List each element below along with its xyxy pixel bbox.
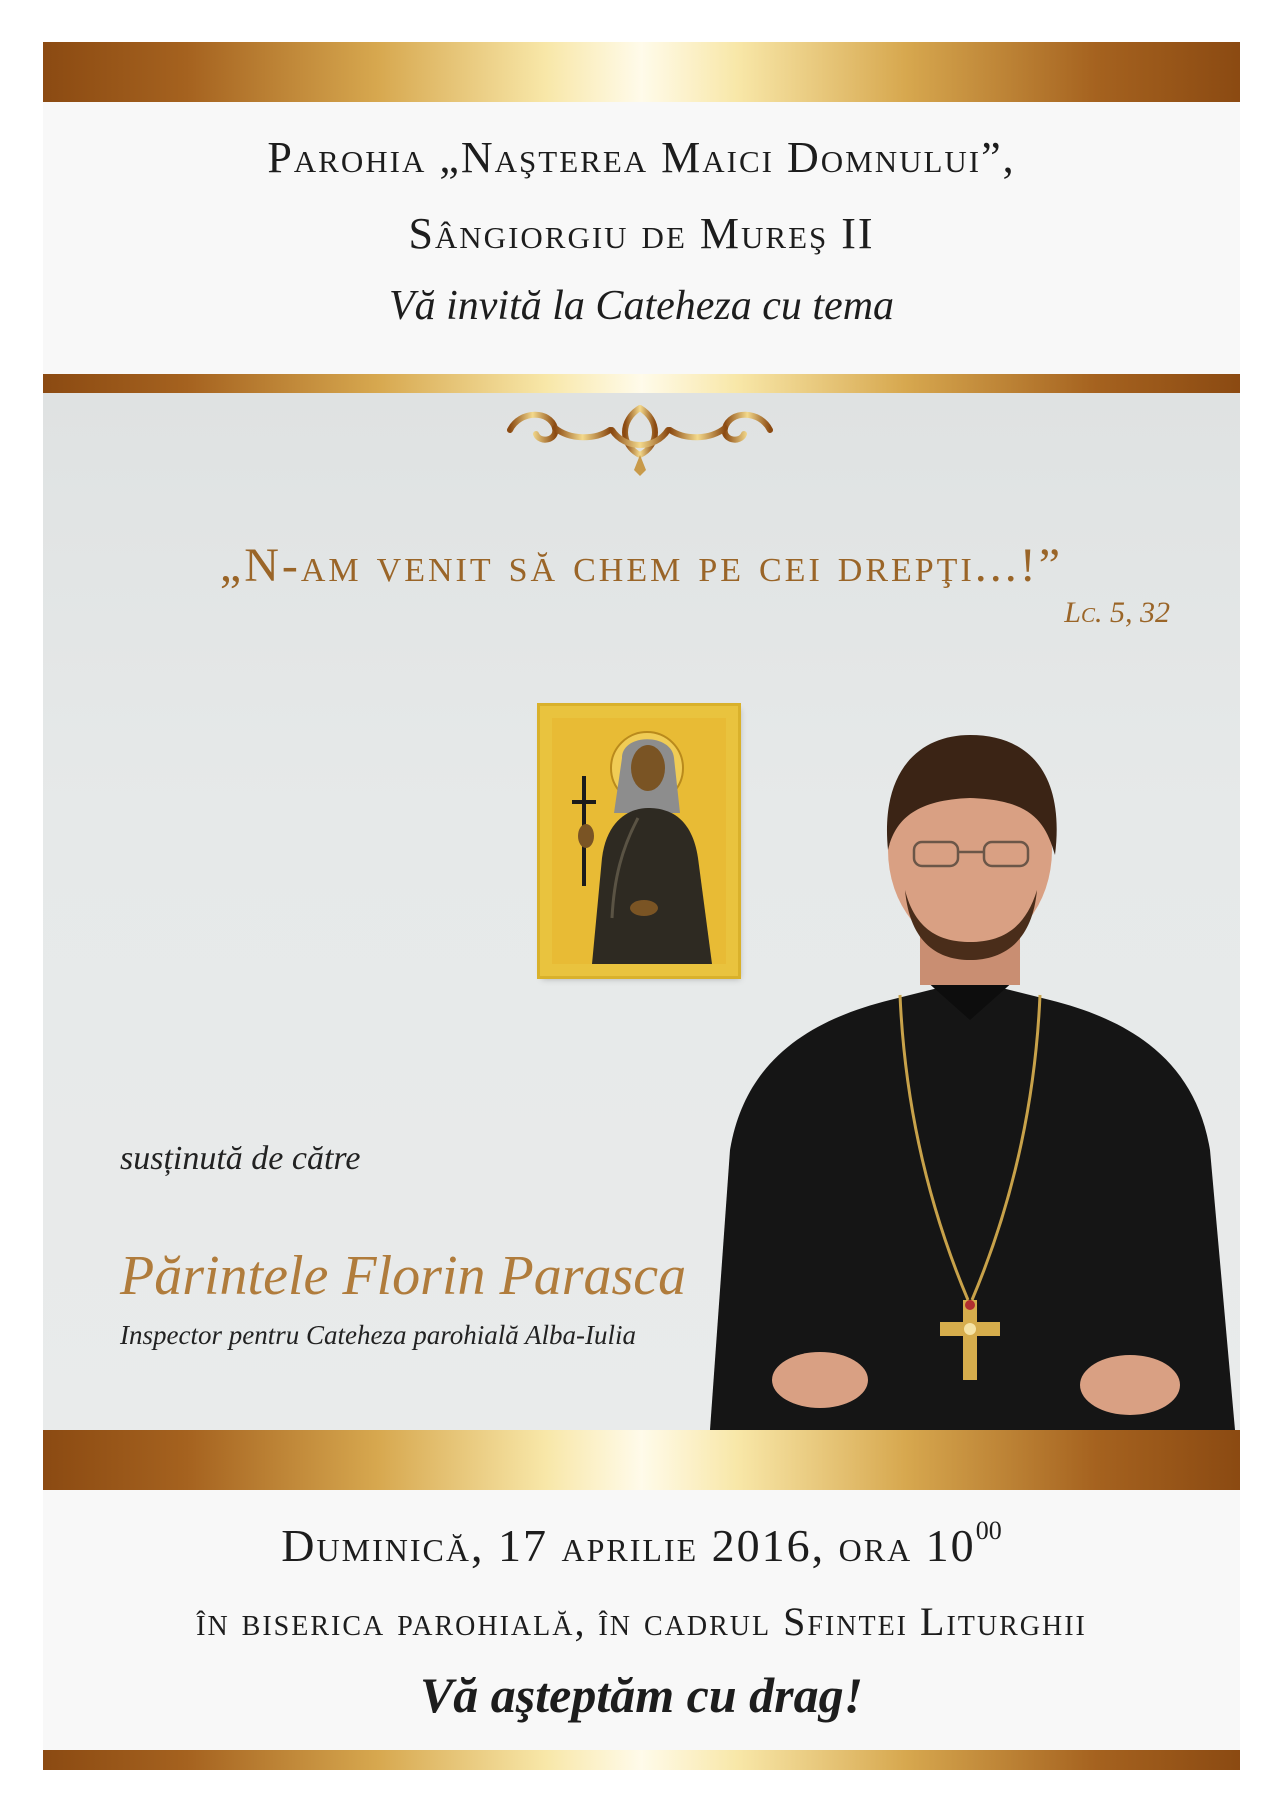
event-date-text: Duminică, 17 aprilie 2016, ora 10 <box>281 1520 976 1571</box>
top-gold-band <box>43 42 1240 102</box>
invitation-text: Vă invită la Cateheza cu tema <box>388 283 895 329</box>
divider-gold-band <box>43 374 1240 393</box>
speaker-photo <box>700 730 1240 1430</box>
welcome-message: Vă aşteptăm cu drag! <box>419 1667 864 1723</box>
event-place: în biserica parohială, în cadrul Sfintei Liturghii <box>196 1599 1087 1644</box>
supported-by-label: susținută de către <box>120 1140 361 1177</box>
event-date <box>43 1516 1240 1572</box>
speaker-role: Inspector pentru Cateheza parohială Alba-Iulia <box>120 1320 636 1350</box>
parish-name: Parohia „Naşterea Maici Domnului”, <box>267 133 1016 182</box>
lower-gold-band <box>43 1430 1240 1490</box>
theme-quote: „N-am venit să chem pe cei drepţi...!” <box>219 539 1064 592</box>
bottom-gold-band <box>43 1750 1240 1770</box>
flourish-ornament-icon <box>500 400 780 480</box>
bible-reference: Lc. 5, 32 <box>1064 596 1170 629</box>
event-time-minutes: 00 <box>975 1516 1002 1545</box>
speaker-name: Părintele Florin Parasca <box>120 1245 687 1307</box>
town-name: Sângiorgiu de Mureş II <box>408 209 875 258</box>
